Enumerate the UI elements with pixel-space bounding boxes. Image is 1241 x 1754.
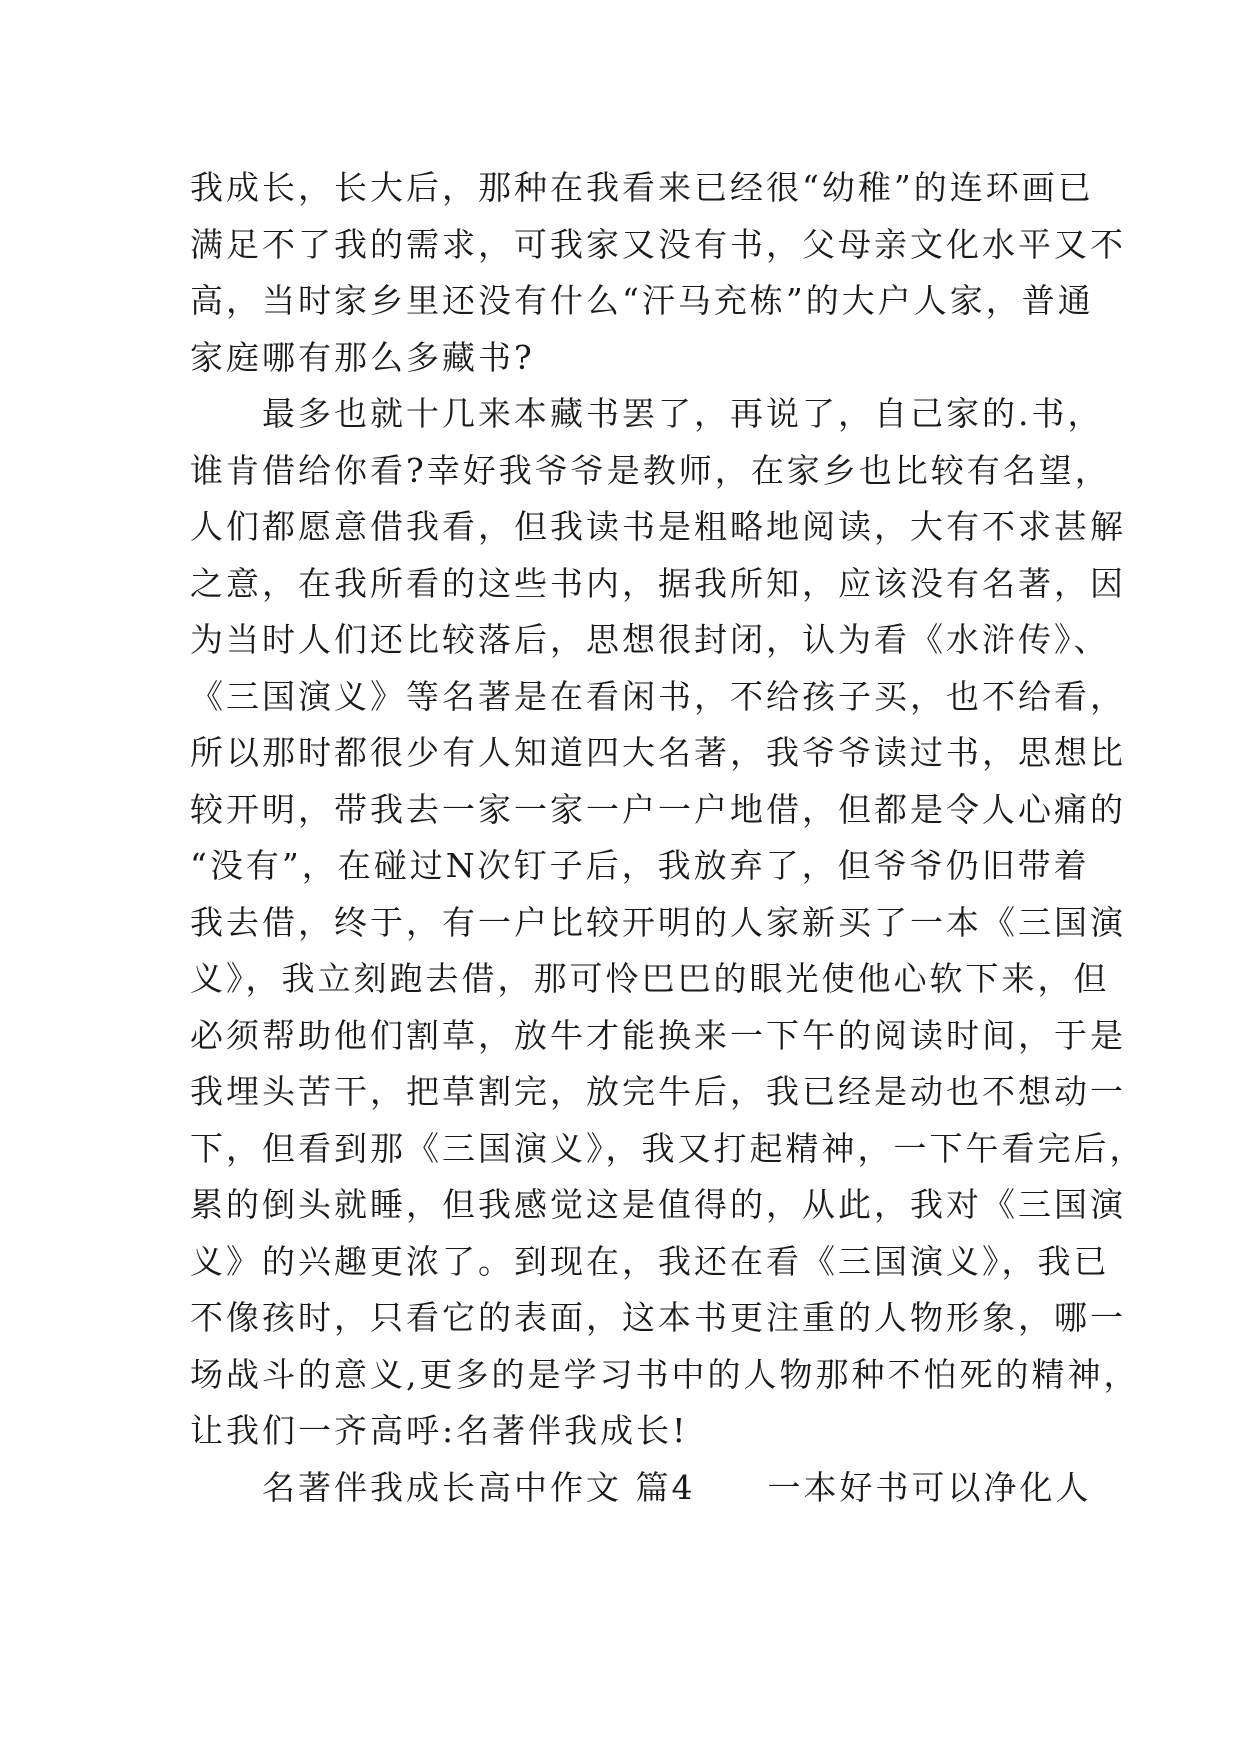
essay-body xyxy=(190,160,1146,1516)
text-line: 所以那时都很少有人知道四大名著，我爷爷读过书，思想比 xyxy=(190,733,1126,772)
text-line: 谁肯借给你看?幸好我爷爷是教师，在家乡也比较有名望， xyxy=(190,450,1111,490)
text-line: 名著伴我成长高中作文 篇4 一本好书可以净化人 xyxy=(190,1467,1092,1507)
text-line: 最多也就十几来本藏书罢了，再说了，自己家的.书， xyxy=(190,394,1104,433)
text-line: 累的倒头就睡，但我感觉这是值得的，从此，我对《三国演 xyxy=(190,1185,1126,1224)
text-line: 我成长，长大后，那种在我看来已经很“幼稚”的连环画已 xyxy=(190,168,1094,207)
text-line: 我埋头苦干，把草割完，放完牛后，我已经是动也不想动一 xyxy=(190,1072,1126,1111)
text-line: 必须帮助他们割草，放牛才能换来一下午的阅读时间，于是 xyxy=(190,1015,1126,1055)
text-line: 让我们一齐高呼:名著伴我成长! xyxy=(190,1411,689,1450)
text-line: 家庭哪有那么多藏书? xyxy=(190,337,535,377)
text-line: 场战斗的意义,更多的是学习书中的人物那种不怕死的精神， xyxy=(190,1354,1140,1394)
text-line: 下，但看到那《三国演义》，我又打起精神，一下午看完后， xyxy=(190,1128,1146,1168)
text-line: 高，当时家乡里还没有什么“汗马充栋”的大户人家，普通 xyxy=(190,281,1094,320)
text-line: 满足不了我的需求，可我家又没有书，父母亲文化水平又不 xyxy=(190,224,1126,264)
text-line: 义》，我立刻跑去借，那可怜巴巴的眼光使他心软下来，但 xyxy=(190,959,1110,998)
text-line: 较开明，带我去一家一家一户一户地借，但都是令人心痛的 xyxy=(190,789,1126,829)
text-line: 之意，在我所看的这些书内，据我所知，应该没有名著，因 xyxy=(190,563,1126,603)
text-line: 义》的兴趣更浓了。到现在，我还在看《三国演义》，我已 xyxy=(190,1241,1110,1281)
text-line: 为当时人们还比较落后，思想很封闭，认为看《水浒传》、 xyxy=(190,620,1110,659)
text-line: 《三国演义》等名著是在看闲书，不给孩子买，也不给看， xyxy=(190,676,1126,716)
text-line: 我去借，终于，有一户比较开明的人家新买了一本《三国演 xyxy=(190,902,1126,942)
text-line: “没有”，在碰过N次钉子后，我放弃了，但爷爷仍旧带着 xyxy=(190,846,1090,885)
text-line: 不像孩时，只看它的表面，这本书更注重的人物形象，哪一 xyxy=(190,1298,1126,1337)
text-line: 人们都愿意借我看，但我读书是粗略地阅读，大有不求甚解 xyxy=(190,507,1126,546)
